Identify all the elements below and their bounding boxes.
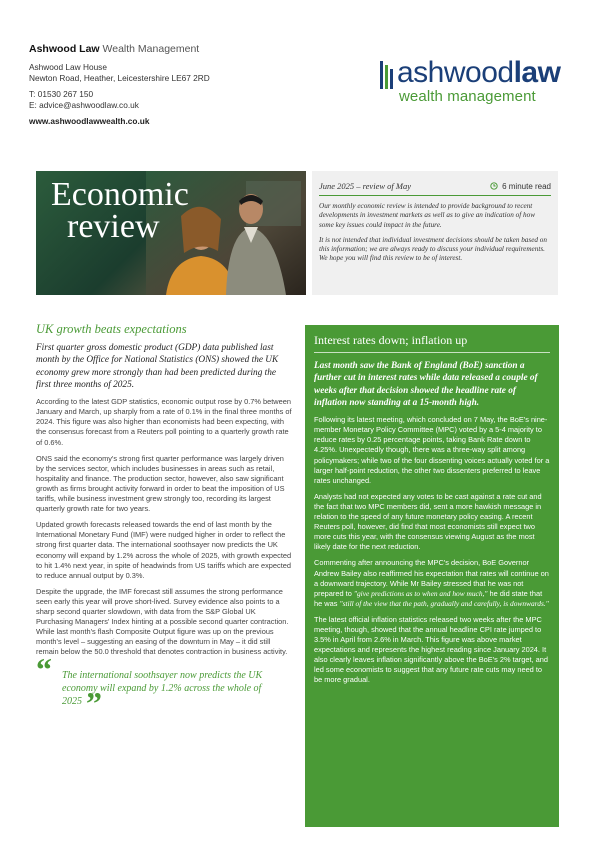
interest-rates-heading: Interest rates down; inflation up: [314, 333, 550, 353]
firm-name: [29, 43, 259, 56]
intro-paragraph-1: Our monthly economic review is intended to provide background to recent developments in investment markets as well as to give an indication of how some key issues could impact in the future.: [319, 202, 535, 229]
banner-title-line-1: Economic: [51, 176, 189, 213]
logo-word-ashwood: ashwood: [397, 56, 514, 89]
website-link[interactable]: www.ashwoodlawwealth.co.uk: [29, 116, 150, 126]
interest-rates-paragraph-4: The latest official inflation statistics released two weeks after the MPC meeting, though, showed that the annual headline CPI rate jumped to 3.5% in April from 2.6% in March. This figure was above market expectations and represents the highest reading since January 2024. It also clearly leaves inflation significantly above the BoE's 2% target, and led some economists to suggest that any future rate cuts may need to be more gradual.: [314, 614, 548, 685]
intro-paragraph-2: It is not intended that individual investment decisions should be taken based on this information; we are always ready to discuss your individual requirements. We hope you will find this review to be of interest.: [319, 235, 547, 263]
intro-box: [312, 171, 558, 295]
pull-quote: [36, 651, 266, 722]
logo-wordmark: [397, 57, 560, 89]
address-line-1: Ashwood Law House: [29, 62, 107, 72]
p3-text-a: Commenting after announcing the MPC's decision, BoE Governor Andrew Bailey also reaffirmed his expectation that rates will continue on a downward trajectory. While Mr Bailey stressed that he was not prepared to: [314, 558, 549, 598]
uk-growth-article: [36, 322, 292, 722]
read-time-label: 6 minute read: [502, 181, 551, 191]
p3-text-b: he did state that he was: [314, 588, 543, 608]
interest-rates-lead: Last month saw the Bank of England (BoE) sanction a further cut in interest rates while data released a couple of weeks after that decision showed the headline rate of inflation now standing at a 15-month high.: [314, 361, 538, 408]
logo-tagline: wealth management: [399, 88, 536, 105]
issue-date: June 2025 – review of May: [319, 181, 411, 191]
logo-mark-icon: [380, 61, 396, 89]
interest-rates-paragraph-1: Following its latest meeting, which concluded on 7 May, the BoE's nine-member Monetary Policy Committee (MPC) voted by a 5-4 majority to reduce rates by 0.25 percentage points, taking Bank Rate down to 4.25%. Unexpectedly though, there was a three-way split among policymakers; while two of the four dissenting voices actually voted for a larger half-point reduction, the other two dissenters preferred to leave rates unchanged.: [314, 415, 550, 485]
intro-header: [319, 181, 551, 191]
bailey-quote-1: "give predictions as to when and how much,": [353, 588, 488, 598]
phone-number: T: 01530 267 150: [29, 89, 94, 99]
contact-block: [29, 43, 259, 127]
logo-word-law: law: [513, 56, 561, 89]
uk-growth-paragraph-4: Despite the upgrade, the IMF forecast still assumes the strong performance seen early this year will prove short-lived. Survey evidence also points to a sharp second quarter slowdown, with data from the S&P Global UK Purchasing Managers' Index hinting at a possible second quarter contraction. While last month's flash Composite Output figure was up on the previous month's level – suggesting an easing of the downturn in May – it did still remain below the 50.0 threshold that denotes contraction in business activity.: [36, 586, 289, 657]
pull-quote-text: The international soothsayer now predicts the UK economy will expand by 1.2% across the whole of 2025: [62, 670, 263, 708]
intro-divider: [319, 195, 551, 196]
uk-growth-heading: UK growth beats expectations: [36, 322, 187, 336]
firm-name-light: Wealth Management: [102, 43, 200, 55]
uk-growth-lead: First quarter gross domestic product (GDP) data published last month by the Office for National Statistics (ONS) showed the UK economy grew more strongly than had been predicted during the first three months of 2025.: [36, 343, 279, 390]
uk-growth-paragraph-1: According to the latest GDP statistics, economic output rose by 0.7% between January and March, up sharply from a rate of 0.1% in the final three months of 2024. This figure was also higher than economists had been expecting, with the consensus forecast from a Reuters poll pointing to a quarterly growth rate of 0.6%.: [36, 397, 292, 447]
clock-icon: [490, 182, 498, 190]
firm-name-bold: Ashwood Law: [29, 43, 100, 55]
interest-rates-article: [305, 325, 559, 827]
uk-growth-paragraph-2: ONS said the economy's strong first quarter performance was largely driven by the services sector, which includes businesses in areas such as retail, hospitality and finance. The production sector, however, also saw significant growth as firms brought activity forward in order to beat the imposition of US tariffs, while business investment grew strongly too, recording its largest quarterly growth rate for two years.: [36, 453, 285, 514]
interest-rates-paragraph-2: Analysts had not expected any votes to be cast against a rate cut and the fact that two MPC members did, sent a more hawkish message in relation to the speed of any future monetary policy easing. A recent Reuters poll, however, did find that most economists still expect two more cuts this year, with the consensus viewing August as the most likely date for the next reduction.: [314, 491, 542, 552]
read-time: [490, 181, 551, 191]
uk-growth-paragraph-3: Updated growth forecasts released towards the end of last month by the International Monetary Fund (IMF) were nudged higher in order to reflect the strong first quarter data. The international soothsayer now predicts the UK economy will expand by 1.2% across the whole of 2025, with growth expected to hit 1.4% next year, in spite of headwinds from US tariffs which are expected to reduce annual output by 0.3%.: [36, 520, 292, 580]
ashwood-law-logo: [380, 57, 570, 112]
banner-title: [51, 176, 189, 245]
close-quote-icon: ”: [86, 685, 102, 722]
bailey-quote-2: "still of the view that the path, gradually and carefully, is downwards.": [339, 598, 549, 608]
banner-title-line-2: review: [67, 208, 160, 245]
address-line-2: Newton Road, Heather, Leicestershire LE67 2RD: [29, 72, 210, 83]
email-address[interactable]: E: advice@ashwoodlaw.co.uk: [29, 99, 139, 110]
economic-review-banner: [36, 171, 306, 295]
open-quote-icon: “: [36, 651, 52, 688]
interest-rates-paragraph-3: [314, 558, 550, 608]
